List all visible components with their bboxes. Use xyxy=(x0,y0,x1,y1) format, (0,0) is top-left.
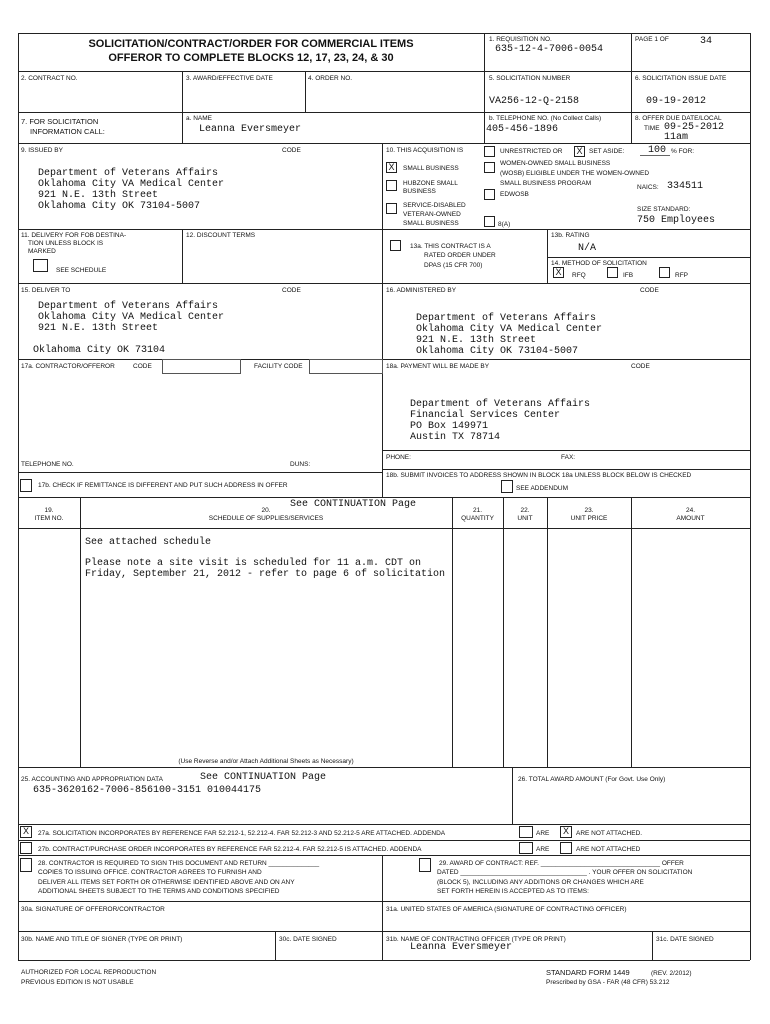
wosb-label3: SMALL BUSINESS PROGRAM xyxy=(500,180,592,187)
block28-line2: COPIES TO ISSUING OFFICE. CONTRACTOR AGREES TO FURNISH AND xyxy=(38,869,262,876)
addendum-label: SEE ADDENDUM xyxy=(516,485,569,492)
issued-by-label: 9. ISSUED BY xyxy=(21,147,63,154)
hubzone-checkbox[interactable] xyxy=(386,180,397,191)
rfq-checkbox[interactable]: X xyxy=(553,267,564,278)
block29-checkbox[interactable] xyxy=(419,858,431,872)
payment-phone-label: PHONE: xyxy=(386,454,411,461)
col23-number: 23. xyxy=(584,507,594,514)
info-call-label2: INFORMATION CALL: xyxy=(30,127,105,136)
payment-fax-label: FAX: xyxy=(561,454,576,461)
facility-code-field[interactable] xyxy=(309,359,383,374)
contact-name[interactable]: Leanna Eversmeyer xyxy=(199,124,302,135)
eight-a-label: 8(A) xyxy=(498,221,511,228)
addendum-checkbox[interactable] xyxy=(501,480,513,493)
size-standard-label: SIZE STANDARD: xyxy=(637,206,691,213)
deliver-to-address: Department of Veterans Affairs Oklahoma City VA Medical Center 921 N.E. 13th Street xyxy=(38,301,225,334)
far-27b-are-checkbox[interactable] xyxy=(519,842,533,854)
remittance-checkbox[interactable] xyxy=(20,479,32,492)
administered-by-label: 16. ADMINISTERED BY xyxy=(386,287,457,294)
award-date-label: 3. AWARD/EFFECTIVE DATE xyxy=(186,75,273,82)
contractor-code-label: CODE xyxy=(133,363,152,370)
accounting-value: 635-3620162-7006-856100-3151 010044175 xyxy=(33,785,262,796)
block29-line3: (BLOCK 5), INCLUDING ANY ADDITIONS OR CHANGES WHICH ARE xyxy=(437,879,644,886)
deliver-to-code-label: CODE xyxy=(282,287,301,294)
name30b-label: 30b. NAME AND TITLE OF SIGNER (TYPE OR PRINT) xyxy=(21,936,183,943)
naics-label: NAICS: xyxy=(637,184,659,191)
eight-a-checkbox[interactable] xyxy=(484,216,495,227)
set-aside-percent[interactable]: 100 xyxy=(648,145,667,156)
schedule-footnote: (Use Reverse and/or Attach Additional Sheets as Necessary) xyxy=(178,758,354,765)
requisition-label: 1. REQUISITION NO. xyxy=(489,36,552,43)
date31c-label: 31c. DATE SIGNED xyxy=(656,936,714,943)
schedule-line1: See attached schedule xyxy=(85,537,212,548)
solicitation-no-label: 5. SOLICITATION NUMBER xyxy=(489,75,571,82)
col23-label: UNIT PRICE xyxy=(570,515,608,522)
small-business-checkbox[interactable]: X xyxy=(386,162,397,173)
info-call-label1: 7. FOR SOLICITATION xyxy=(21,117,99,126)
rfp-checkbox[interactable] xyxy=(659,267,670,278)
col22-number: 22. xyxy=(520,507,530,514)
order-no-label: 4. ORDER NO. xyxy=(308,75,353,82)
far-27b-are-not-checkbox[interactable] xyxy=(560,842,572,854)
col19-label: ITEM NO. xyxy=(34,515,64,522)
sdvosb-label1: SERVICE-DISABLED xyxy=(403,202,466,209)
far-27b-are-label: ARE xyxy=(536,846,550,853)
issue-date-value[interactable]: 09-19-2012 xyxy=(646,96,707,107)
rfq-label: RFQ xyxy=(572,272,586,279)
payment-code-label: CODE xyxy=(631,363,650,370)
footer-revision: (REV. 2/2012) xyxy=(651,970,692,977)
sig30a-label: 30a. SIGNATURE OF OFFEROR/CONTRACTOR xyxy=(21,906,165,913)
far-27a-are-not-checkbox[interactable]: X xyxy=(560,826,572,838)
percent-for-label: % FOR: xyxy=(671,148,695,155)
rated-order-label3: DPAS (15 CFR 700) xyxy=(424,262,483,269)
contract-no-label: 2. CONTRACT NO. xyxy=(21,75,78,82)
deliver-to-city: Oklahoma City OK 73104 xyxy=(33,345,166,356)
name31b-label: 31b. NAME OF CONTRACTING OFFICER (TYPE OR PRINT) xyxy=(386,936,566,943)
offer-due-label: 8. OFFER DUE DATE/LOCAL xyxy=(635,115,722,122)
contractor-code-field[interactable] xyxy=(162,359,241,374)
sdvosb-label2: VETERAN-OWNED xyxy=(403,211,461,218)
ifb-label: IFB xyxy=(623,272,634,279)
set-aside-checkbox[interactable]: X xyxy=(574,146,585,157)
rated-order-checkbox[interactable] xyxy=(390,240,401,251)
hubzone-label1: HUBZONE SMALL xyxy=(403,180,458,187)
see-schedule-checkbox[interactable] xyxy=(33,259,48,272)
administered-by-address: Department of Veterans Affairs Oklahoma City VA Medical Center 921 N.E. 13th Street Oklahoma City OK 73104-5007 xyxy=(416,313,603,357)
far-27a-are-label: ARE xyxy=(536,830,550,837)
payment-label: 18a. PAYMENT WILL BE MADE BY xyxy=(386,363,490,370)
far-27a-label: 27a. SOLICITATION INCORPORATES BY REFERENCE FAR 52.212-1, 52.212-4. FAR 52.212-3 AND 52.212-5 ARE ATTACHED. ADDENDA xyxy=(38,830,446,837)
unrestricted-label: UNRESTRICTED OR xyxy=(500,148,563,155)
schedule-continuation: See CONTINUATION Page xyxy=(290,499,417,510)
delivery-fob-label3: MARKED xyxy=(28,248,56,255)
accounting-continuation: See CONTINUATION Page xyxy=(200,772,327,783)
delivery-fob-label2: TION UNLESS BLOCK IS xyxy=(28,240,104,247)
col21-label: QUANTITY xyxy=(461,515,494,522)
page-label: PAGE 1 OF xyxy=(635,36,669,43)
remittance-label: 17b. CHECK IF REMITTANCE IS DIFFERENT AND PUT SUCH ADDRESS IN OFFER xyxy=(38,482,288,489)
block28-line1: 28. CONTRACTOR IS REQUIRED TO SIGN THIS DOCUMENT AND RETURN ______________ xyxy=(38,860,320,867)
col20-number: 20. xyxy=(261,507,271,514)
far-27a-are-checkbox[interactable] xyxy=(519,826,533,838)
total-award-label: 26. TOTAL AWARD AMOUNT (For Govt. Use Only) xyxy=(518,776,666,783)
edwosb-checkbox[interactable] xyxy=(484,189,495,200)
duns-label: DUNS: xyxy=(290,461,311,468)
offer-due-date[interactable]: 09-25-2012 xyxy=(664,122,725,133)
col19-number: 19. xyxy=(44,507,54,514)
telephone-label: TELEPHONE NO. xyxy=(21,461,74,468)
accounting-label: 25. ACCOUNTING AND APPROPRIATION DATA xyxy=(21,776,163,783)
deliver-to-label: 15. DELIVER TO xyxy=(21,287,71,294)
delivery-fob-label1: 11. DELIVERY FOR FOB DESTINA- xyxy=(21,232,127,239)
phone-label: b. TELEPHONE NO. (No Collect Calls) xyxy=(489,115,602,122)
block28-line4: ADDITIONAL SHEETS SUBJECT TO THE TERMS AND CONDITIONS SPECIFIED xyxy=(38,888,280,895)
naics-value[interactable]: 334511 xyxy=(667,181,704,192)
rating-label: 13b. RATING xyxy=(551,232,590,239)
size-standard-value[interactable]: 750 Employees xyxy=(637,215,716,226)
contracting-officer-name: Leanna Eversmeyer xyxy=(410,942,513,953)
facility-code-label: FACILITY CODE xyxy=(254,363,303,370)
col24-number: 24. xyxy=(685,507,696,514)
set-aside-label: SET ASIDE: xyxy=(589,148,625,155)
small-business-label: SMALL BUSINESS xyxy=(403,165,459,172)
block29-line1: 29. AWARD OF CONTRACT: REF. _________________________________ OFFER xyxy=(439,860,684,867)
far-27b-label: 27b. CONTRACT/PURCHASE ORDER INCORPORATES BY REFERENCE FAR 52.212-4. FAR 52.212-5 IS ATTACHED. ADDENDA xyxy=(38,846,422,853)
block28-line3: DELIVER ALL ITEMS SET FORTH OR OTHERWISE IDENTIFIED ABOVE AND ON ANY xyxy=(38,879,295,886)
edwosb-label: EDWOSB xyxy=(500,191,529,198)
issue-date-label: 6. SOLICITATION ISSUE DATE xyxy=(635,75,727,82)
sdvosb-checkbox[interactable] xyxy=(386,203,397,214)
schedule-line3: Friday, September 21, 2012 - refer to page 6 of solicitation xyxy=(85,569,446,580)
acquisition-label: 10. THIS ACQUISITION IS xyxy=(386,147,464,154)
rated-order-label2: RATED ORDER UNDER xyxy=(424,252,496,259)
page-total: 34 xyxy=(700,36,713,47)
phone-value[interactable]: 405-456-1896 xyxy=(486,124,559,135)
footer-form-name: STANDARD FORM 1449 xyxy=(546,968,630,977)
issued-by-code-label: CODE xyxy=(282,147,301,154)
col21-number: 21. xyxy=(472,507,483,514)
payment-address: Department of Veterans Affairs Financial Services Center PO Box 149971 Austin TX 78714 xyxy=(410,399,591,443)
far-27b-checkbox[interactable] xyxy=(20,842,32,854)
form-title-line1: SOLICITATION/CONTRACT/ORDER FOR COMMERCIAL ITEMS xyxy=(88,38,414,50)
solicitation-no-value[interactable]: VA256-12-Q-2158 xyxy=(489,96,580,107)
rating-value[interactable]: N/A xyxy=(578,243,597,254)
administered-by-code-label: CODE xyxy=(640,287,659,294)
contractor-label: 17a. CONTRACTOR/OFFEROR xyxy=(21,363,115,370)
requisition-value[interactable]: 635-12-4-7006-0054 xyxy=(495,44,604,55)
sig31a-label: 31a. UNITED STATES OF AMERICA (SIGNATURE OF CONTRACTING OFFICER) xyxy=(386,906,627,913)
date30c-label: 30c. DATE SIGNED xyxy=(279,936,337,943)
wosb-label2: (WOSB) ELIGIBLE UNDER THE WOMEN-OWNED xyxy=(500,170,650,177)
see-schedule-label: SEE SCHEDULE xyxy=(56,267,107,274)
footer-previous-edition: PREVIOUS EDITION IS NOT USABLE xyxy=(21,979,134,986)
rfp-label: RFP xyxy=(675,272,688,279)
issued-by-address: Department of Veterans Affairs Oklahoma City VA Medical Center 921 N.E. 13th Street Oklahoma City OK 73104-5007 xyxy=(38,168,225,212)
wosb-label1: WOMEN-OWNED SMALL BUSINESS xyxy=(500,160,611,167)
block29-line2: DATED ___________________________________ . YOUR OFFER ON SOLICITATION xyxy=(437,869,693,876)
far-27b-are-not-label: ARE NOT ATTACHED xyxy=(576,846,641,853)
far-27a-checkbox[interactable]: X xyxy=(20,826,32,838)
discount-terms-label: 12. DISCOUNT TERMS xyxy=(186,232,256,239)
ifb-checkbox[interactable] xyxy=(607,267,618,278)
hubzone-label2: BUSINESS xyxy=(403,188,436,195)
col24-label: AMOUNT xyxy=(676,515,705,522)
wosb-checkbox[interactable] xyxy=(484,162,495,173)
method-label: 14. METHOD OF SOLICITATION xyxy=(551,260,647,267)
sdvosb-label3: SMALL BUSINESS xyxy=(403,220,459,227)
unrestricted-checkbox[interactable] xyxy=(484,146,495,157)
block28-checkbox[interactable] xyxy=(20,858,32,872)
col20-label: SCHEDULE OF SUPPLIES/SERVICES xyxy=(208,515,324,522)
col22-label: UNIT xyxy=(517,515,533,522)
schedule-line2: Please note a site visit is scheduled for 11 a.m. CDT on xyxy=(85,558,422,569)
footer-prescribed: Prescribed by GSA - FAR (48 CFR) 53.212 xyxy=(546,979,670,986)
time-label: TIME xyxy=(644,125,660,132)
rated-order-label1: 13a. THIS CONTRACT IS A xyxy=(410,243,491,250)
offer-due-time[interactable]: 11am xyxy=(664,132,689,143)
block29-line4: SET FORTH HEREIN IS ACCEPTED AS TO ITEMS: xyxy=(437,888,589,895)
form-title-line2: OFFEROR TO COMPLETE BLOCKS 12, 17, 23, 24, & 30 xyxy=(108,52,394,64)
name-label: a. NAME xyxy=(186,115,213,122)
footer-authorized: AUTHORIZED FOR LOCAL REPRODUCTION xyxy=(21,969,157,976)
far-27a-are-not-label: ARE NOT ATTACHED. xyxy=(576,830,643,837)
invoice-label: 18b. SUBMIT INVOICES TO ADDRESS SHOWN IN BLOCK 18a UNLESS BLOCK BELOW IS CHECKED xyxy=(386,472,692,479)
